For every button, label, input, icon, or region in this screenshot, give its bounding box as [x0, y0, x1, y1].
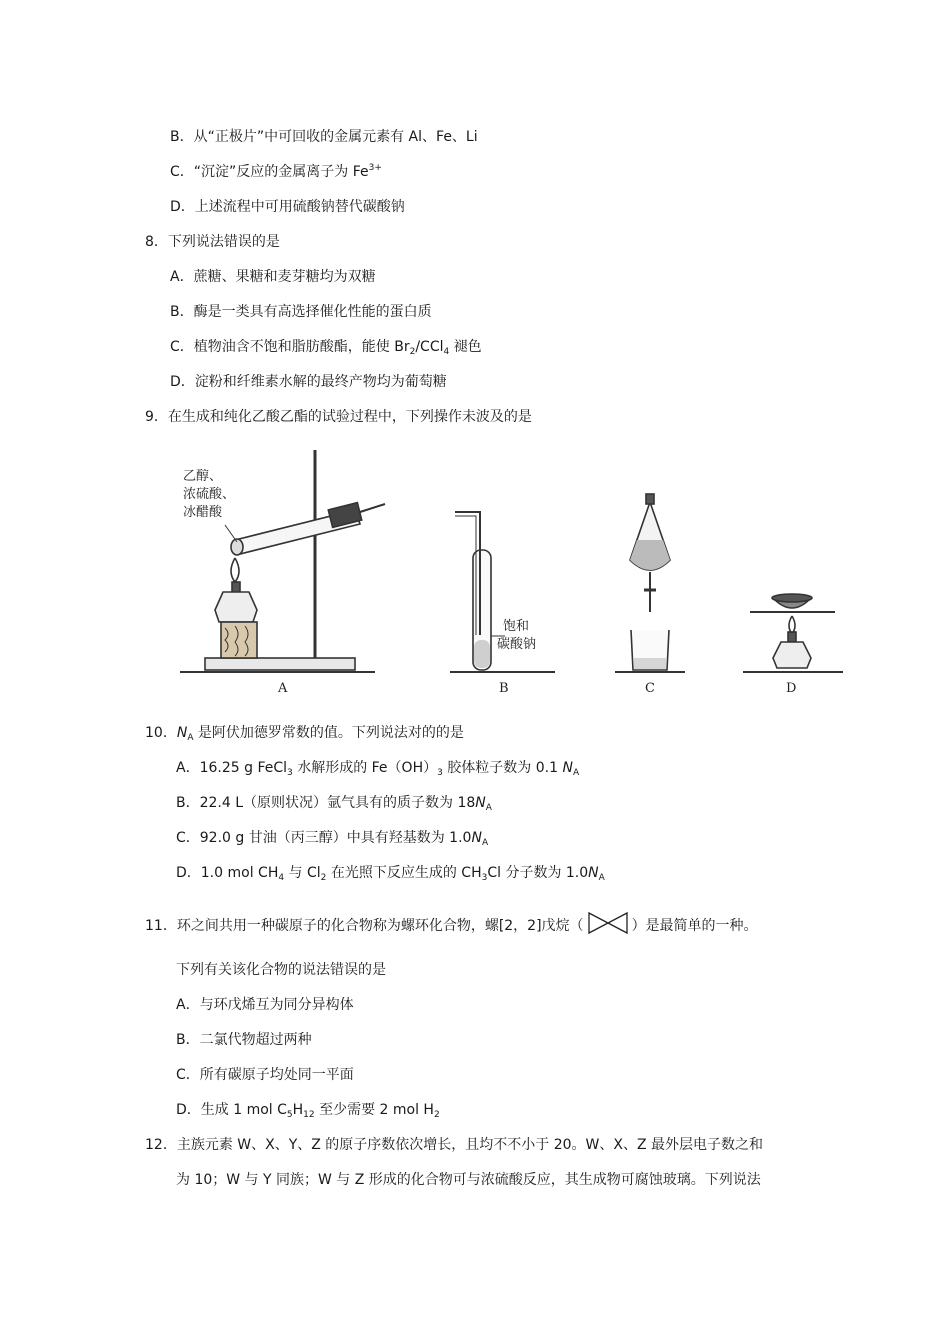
- q8-option-c: C．植物油含不饱和脂肪酸酯，能使 $Br_2/CCl_4$ 褪色: [170, 339, 482, 357]
- q8-option-a: A．蔗糖、果糖和麦芽糖均为双糖: [170, 269, 376, 285]
- q8-option-d: D．淀粉和纤维素水解的最终产物均为葡萄糖: [170, 374, 447, 390]
- apparatus-d: [743, 594, 843, 672]
- fig-label-reagents-3: 冰醋酸: [183, 505, 223, 520]
- q11-option-a: A．与环戊烯互为同分异构体: [176, 997, 354, 1013]
- q10-option-a: A．16.25 g FeCl$_3$ 水解形成的 $Fe(OH)_3$ 胶体粒子数为 0.1 $N_A$: [176, 760, 580, 778]
- spiropentane-structure-icon: [586, 910, 630, 936]
- fig-label-na2co3-1: 饱和: [503, 619, 530, 634]
- fig-letter-a: A: [278, 681, 288, 696]
- q8-stem: 8．下列说法错误的是: [145, 234, 280, 250]
- q12-stem-line-2: 为 10；W 与 Y 同族；W 与 Z 形成的化合物可与浓硫酸反应，其生成物可腐蚀玻璃。下列说法: [176, 1172, 761, 1188]
- q12-stem-line-1: 12．主族元素 W、X、Y、Z 的原子序数依次增长，且均不不小于 20。W、X、Z 最外层电子数之和: [145, 1137, 764, 1153]
- q11-stem-2: 下列有关该化合物的说法错误的是: [176, 962, 386, 978]
- q10-option-d: D．1.0 mol $CH_4$ 与 $Cl_2$ 在光照下反应生成的 $CH_3Cl$ 分子数为 $1.0N_A$: [176, 865, 605, 883]
- q11-option-c: C．所有碳原子均处同一平面: [176, 1067, 354, 1083]
- q7-option-d: D．上述流程中可用硫酸钠替代碳酸钠: [170, 199, 405, 215]
- q11-stem: 11．环之间共用一种碳原子的化合物称为螺环化合物，螺[2，2]戊烷（ ）是最简单的一种。: [145, 916, 758, 936]
- q11-option-b: B．二氯代物超过两种: [176, 1032, 312, 1048]
- q7-option-c: C．“沉淀”反应的金属离子为 $Fe^{3+}$: [170, 163, 382, 180]
- fig-label-reagents-2: 浓硫酸、: [183, 487, 236, 502]
- apparatus-c: [615, 494, 685, 672]
- q9-stem: 9．在生成和纯化乙酸乙酯的试验过程中，下列操作未波及的是: [145, 409, 532, 425]
- q10-option-b: B．22.4 L（原则状况）氩气具有的质子数为 $18N_A$: [176, 795, 492, 813]
- q8-option-b: B．酶是一类具有高选择催化性能的蛋白质: [170, 304, 432, 320]
- fig-letter-b: B: [499, 681, 509, 696]
- q10-option-c: C．92.0 g 甘油（丙三醇）中具有羟基数为 $1.0N_A$: [176, 830, 489, 848]
- fig-letter-c: C: [645, 681, 655, 696]
- q7-option-b: B．从“正极片”中可回收的金属元素有 Al、Fe、Li: [170, 129, 478, 145]
- fig-label-reagents-1: 乙醇、: [183, 469, 223, 484]
- fig-letter-d: D: [786, 681, 797, 696]
- q11-option-d: D．生成 1 mol $C_5H_{12}$ 至少需要 2 mol $H_2$: [176, 1102, 440, 1120]
- fig-label-na2co3-2: 碳酸钠: [497, 637, 537, 652]
- apparatus-figure: [175, 440, 845, 700]
- q10-stem: 10．$N_A$ 是阿伏加德罗常数的值。下列说法对的的是: [145, 725, 464, 743]
